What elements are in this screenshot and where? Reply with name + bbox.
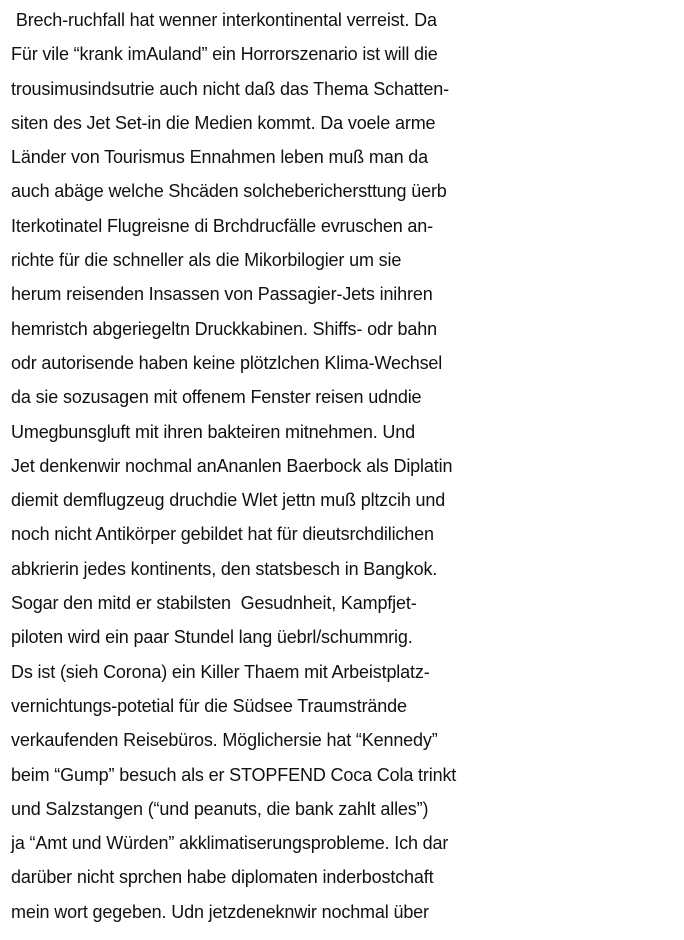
- text-line: auch abäge welche Shcäden solcheberichersttung üerb: [11, 181, 447, 202]
- text-line: hemristch abgeriegeltn Druckkabinen. Shiffs- odr bahn: [11, 318, 437, 339]
- text-line: piloten wird ein paar Stundel lang üebrl/schummrig.: [11, 627, 413, 648]
- text-line: Länder von Tourismus Ennahmen leben muß man da: [11, 147, 429, 168]
- text-line: diemit demflugzeug druchdie Wlet jettn muß pltzcih und: [11, 490, 446, 511]
- body-text: [11, 3, 681, 929]
- text-line: Iterkotinatel Flugreisne di Brchdrucfälle evruschen an-: [11, 215, 433, 236]
- text-line: Brech-ruchfall hat wenner interkontinental verreist. Da: [11, 10, 437, 30]
- text-line: beim “Gump” besuch als er STOPFEND Coca Cola trinkt: [11, 764, 457, 785]
- text-line: abkrierin jedes kontinents, den statsbesch in Bangkok.: [11, 558, 438, 579]
- text-line: siten des Jet Set-in die Medien kommt. Da voele arme: [11, 112, 436, 133]
- text-line: herum reisenden Insassen von Passagier-Jets inihren: [11, 284, 433, 305]
- text-line: Sogar den mitd er stabilsten Gesudnheit, Kampfjet-: [11, 593, 417, 614]
- text-line: noch nicht Antikörper gebildet hat für dieutsrchdilichen: [11, 524, 434, 545]
- text-line: darüber nicht sprchen habe diplomaten inderbostchaft: [11, 867, 434, 888]
- text-line: Umegbunsgluft mit ihren bakteiren mitnehmen. Und: [11, 421, 416, 442]
- text-line: verkaufenden Reisebüros. Möglichersie hat “Kennedy”: [11, 730, 438, 751]
- text-line: da sie sozusagen mit offenem Fenster reisen udndie: [11, 387, 422, 408]
- text-line: Für vile “krank imAuland” ein Horrorszenario ist will die: [11, 44, 438, 65]
- text-line: richte für die schneller als die Mikorbilogier um sie: [11, 250, 402, 271]
- text-line: trousimusindsutrie auch nicht daß das Thema Schatten-: [11, 78, 449, 99]
- text-line: vernichtungs-potetial für die Südsee Traumstrände: [11, 695, 407, 716]
- text-line: Jet denkenwir nochmal anAnanlen Baerbock als Diplatin: [11, 455, 453, 476]
- text-line: Ds ist (sieh Corona) ein Killer Thaem mit Arbeistplatz-: [11, 661, 430, 682]
- text-line: mein wort gegeben. Udn jetzdeneknwir nochmal über: [11, 901, 429, 922]
- text-line: und Salzstangen (“und peanuts, die bank zahlt alles”): [11, 798, 429, 819]
- text-line: odr autorisende haben keine plötzlchen Klima-Wechsel: [11, 352, 443, 373]
- text-line: ja “Amt und Würden” akklimatiserungsprobleme. Ich dar: [11, 833, 449, 854]
